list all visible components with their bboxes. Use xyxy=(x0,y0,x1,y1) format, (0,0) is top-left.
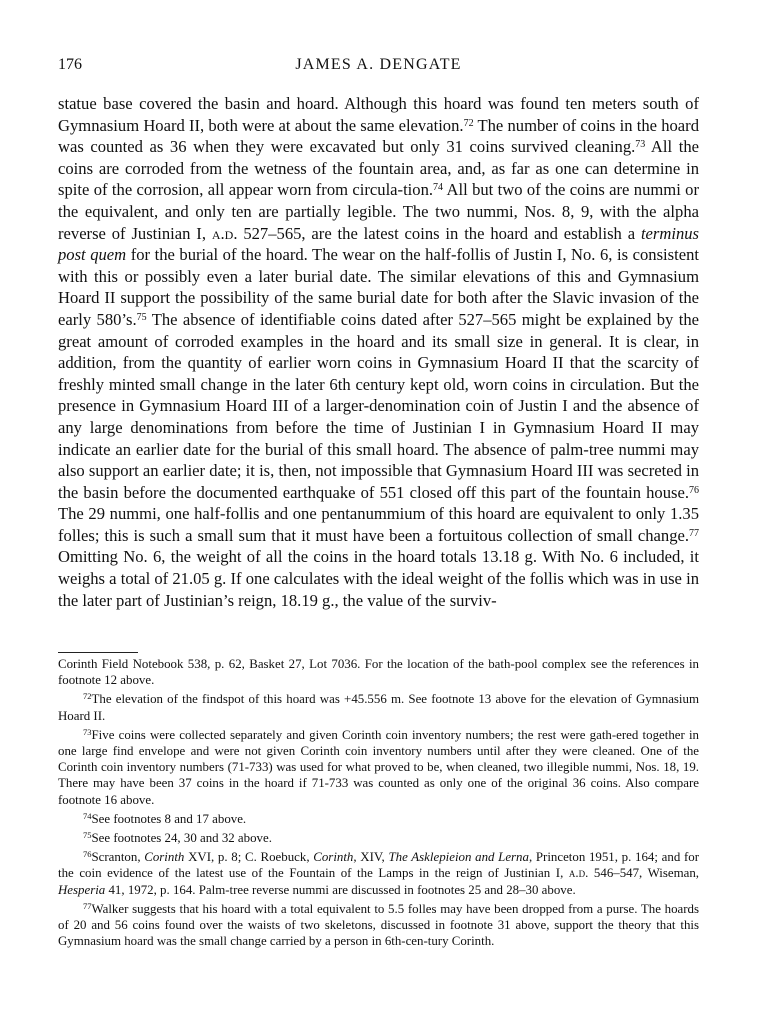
footnote-ref-75[interactable]: 75 xyxy=(136,311,147,323)
footnotes-section xyxy=(58,656,699,952)
footnote-number: 73 xyxy=(83,726,92,737)
page-number: 176 xyxy=(58,56,82,73)
footnote-text: See footnotes 24, 30 and 32 above. xyxy=(91,831,272,846)
footnote-continuation xyxy=(58,656,699,688)
footnote-number: 72 xyxy=(83,691,92,702)
footnote-text: 41, 1972, p. 164. Palm-tree reverse nummi are discussed in footnotes 25 and 28–30 above. xyxy=(105,882,576,897)
footnote-number: 75 xyxy=(83,830,92,841)
footnote-number: 77 xyxy=(83,900,92,911)
footnote-text: 546–547, Wiseman, xyxy=(588,866,699,881)
footnote-ref-77[interactable]: 77 xyxy=(689,527,699,539)
body-text-segment: statue base covered the basin and hoard. Although this hoard was found ten meters south of Gymnasium Hoard II, both were at about the same elevation. xyxy=(58,94,699,135)
footnote-text: The elevation of the findspot of this hoard was +45.556 m. See footnote 13 above for the elevation of Gymnasium Hoard II. xyxy=(58,692,699,723)
footnote-ref-72[interactable]: 72 xyxy=(463,117,474,129)
italic-title: Corinth xyxy=(144,850,185,865)
italic-title: Hesperia xyxy=(58,882,106,897)
era-abbrev: a.d. xyxy=(568,866,589,881)
footnote-separator xyxy=(58,652,138,653)
footnote-text: Scranton, xyxy=(91,850,145,865)
footnote-75 xyxy=(58,830,699,846)
footnote-text: See footnotes 8 and 17 above. xyxy=(91,811,247,826)
body-text-segment: 527–565, are the latest coins in the hoard and establish a xyxy=(237,223,641,243)
italic-title: The Asklepieion and Lerna xyxy=(388,850,529,865)
footnote-text: , XIV, xyxy=(353,850,389,865)
running-head-author: JAMES A. DENGATE xyxy=(295,56,462,73)
body-text-segment: The absence of identifiable coins dated after 527–565 might be explained by the great amount of corroded examples in the hoard and its small size in general. It is clear, in addition, from the quantity of earlier worn coins in Gymnasium Hoard II that the scarcity of freshly minted small change in the later 6th century kept old, worn coins in circulation. But the presence in Gymnasium Hoard III of a larger-denomination coin of Justin I and the absence of any large denominations from before the time of Justinian I in Gymnasium Hoard II may indicate an earlier date for the burial of this small hoard. The absence of palm-tree nummi may also support an earlier date; it is, then, not impossible that Gymnasium Hoard III was secreted in the basin before the documented earthquake of 551 closed off this part of the fountain house. xyxy=(58,309,699,502)
footnote-ref-76[interactable]: 76 xyxy=(689,484,699,496)
footnote-number: 76 xyxy=(83,849,92,860)
footnote-76 xyxy=(58,849,699,898)
footnote-text: Corinth Field Notebook 538, p. 62, Basket 27, Lot 7036. For the location of the bath-pool complex see the references in footnote 12 above. xyxy=(58,657,699,688)
footnote-73 xyxy=(58,727,699,808)
footnote-77 xyxy=(58,901,699,950)
body-text-segment: The number of coins in the hoard was counted as 36 when they were excavated but only 31 coins survived cleaning. xyxy=(58,115,699,157)
footnote-72 xyxy=(58,691,699,723)
italic-title: Corinth xyxy=(313,850,354,865)
footnote-text: , Princeton 1951, p. 164; and for the coin evidence of the latest use of the Fountain of the Lamps in the reign of Justinian I, xyxy=(58,850,699,881)
body-text-segment: All the coins are corroded from the wetness of the fountain area, and, as far as one can determine in spite of the corrosion, all appear worn from circula-tion. xyxy=(58,137,699,200)
footnote-ref-73[interactable]: 73 xyxy=(635,139,646,151)
footnote-text: Walker suggests that his hoard with a total equivalent to 5.5 folles may have been dropped from a purse. The hoards of 20 and 56 coins found over the waists of two skeletons, discussed in footnote 31 above, support the theory that this Gymnasium hoard was the small change carried by a person in 6th-cen-tury Corinth. xyxy=(58,901,699,949)
era-abbrev: a.d. xyxy=(211,223,238,243)
body-paragraph xyxy=(58,93,699,611)
italic-term: terminus post quem xyxy=(58,223,700,265)
running-header xyxy=(58,56,699,78)
body-text-segment: All but two of the coins are nummi or the equivalent, and only ten are partially legible. The two nummi, Nos. 8, 9, with the alpha reverse of Justinian I, xyxy=(58,180,699,243)
footnote-text: XVI, p. 8; C. Roebuck, xyxy=(184,850,314,865)
body-text-segment: for the burial of the hoard. The wear on the half-follis of Justin I, No. 6, is consistent with this or possibly even a later burial date. The similar elevations of this and Gymnasium Hoard II support the possibility of the same burial date for both after the Slavic invasion of the early 580’s. xyxy=(58,245,699,329)
body-text-segment: The 29 nummi, one half-follis and one pentanummium of this hoard are equivalent to only 1.35 folles; this is such a small sum that it must have been a fortuitous collection of small change. xyxy=(58,504,699,545)
footnote-74 xyxy=(58,811,699,827)
footnote-number: 74 xyxy=(83,810,92,821)
footnote-text: Five coins were collected separately and given Corinth coin inventory numbers; the rest were gath-ered together in one large find envelope and were not given Corinth coin inventory numbers until after they were cleaned. One of the Corinth coin inventory numbers (71-733) was used for what proved to be, when cleaned, two illegible nummi, Nos. 18, 19. There may have been 37 coins in the hoard if 71-733 was counted as only one of the original 36 coins. Also compare footnote 16 above. xyxy=(58,727,699,807)
footnote-ref-74[interactable]: 74 xyxy=(433,182,444,194)
body-text-segment: Omitting No. 6, the weight of all the coins in the hoard totals 13.18 g. With No. 6 included, it weighs a total of 21.05 g. If one calculates with the ideal weight of the follis which was in use in the later part of Justinian’s reign, 18.19 g., the value of the surviv- xyxy=(58,547,699,610)
